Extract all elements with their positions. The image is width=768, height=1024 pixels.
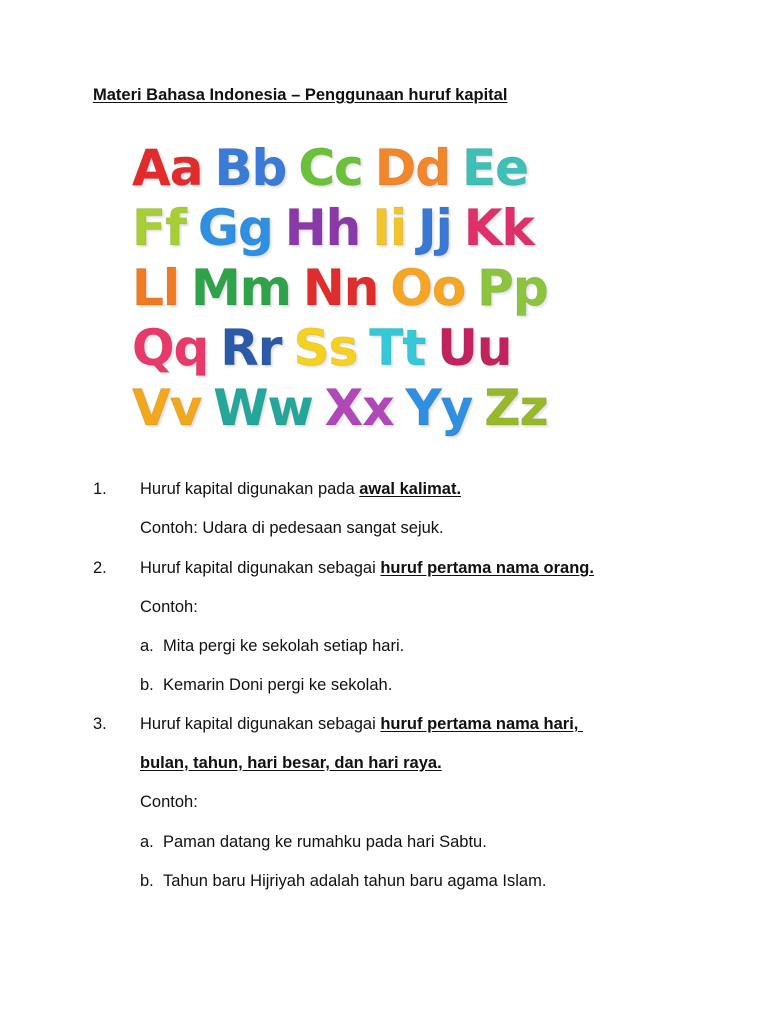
letter-pair: Pp xyxy=(477,259,548,317)
example-text: Tahun baru Hijriyah adalah tahun baru agama Islam. xyxy=(163,872,547,890)
example-text: Paman datang ke rumahku pada hari Sabtu. xyxy=(163,833,487,851)
rule-text-plain: Huruf kapital digunakan sebagai xyxy=(140,715,381,733)
example-text: Contoh: Udara di pedesaan sangat sejuk. xyxy=(140,519,444,537)
alphabet-row-4 xyxy=(132,320,523,376)
letter-pair: Hh xyxy=(284,199,361,257)
example-text: Mita pergi ke sekolah setiap hari. xyxy=(163,637,405,655)
rule-number: 1. xyxy=(93,480,107,498)
rule-text xyxy=(140,714,583,734)
letter-pair: Mm xyxy=(191,259,291,317)
letter-pair: Kk xyxy=(463,199,534,257)
alphabet-row-2 xyxy=(132,200,546,256)
example-label: Contoh: xyxy=(140,598,198,616)
alphabet-row-5 xyxy=(132,380,560,436)
example-label: Contoh: xyxy=(140,793,198,811)
rule-highlight: awal kalimat. xyxy=(359,480,462,498)
letter-pair: Ii xyxy=(372,199,406,257)
letter-pair: Dd xyxy=(374,139,450,197)
rule-text xyxy=(140,558,594,578)
alphabet-image xyxy=(128,136,676,442)
rule-text-plain: Huruf kapital digunakan sebagai xyxy=(140,559,381,577)
letter-pair: Uu xyxy=(437,319,512,377)
example-marker: b. xyxy=(140,872,154,890)
letter-pair: Yy xyxy=(405,379,473,437)
letter-pair: Rr xyxy=(220,319,282,377)
letter-pair: Gg xyxy=(197,199,273,257)
example-marker: b. xyxy=(140,676,154,694)
alphabet-row-3 xyxy=(132,260,560,316)
letter-pair: Oo xyxy=(390,259,466,317)
rule-highlight-continued: bulan, tahun, hari besar, dan hari raya. xyxy=(140,754,442,772)
letter-pair: Jj xyxy=(417,199,452,257)
rule-text xyxy=(140,479,461,499)
alphabet-row-1 xyxy=(132,140,540,196)
rule-number: 2. xyxy=(93,559,107,577)
letter-pair: Bb xyxy=(214,139,287,197)
letter-pair: Ll xyxy=(132,259,179,317)
document-title: Materi Bahasa Indonesia – Penggunaan huruf kapital xyxy=(93,86,508,104)
example-text: Kemarin Doni pergi ke sekolah. xyxy=(163,676,393,694)
letter-pair: Ff xyxy=(132,199,186,257)
letter-pair: Ss xyxy=(293,319,358,377)
letter-pair: Tt xyxy=(369,319,426,377)
example-marker: a. xyxy=(140,833,154,851)
letter-pair: Xx xyxy=(324,379,394,437)
letter-pair: Aa xyxy=(132,139,203,197)
letter-pair: Ee xyxy=(461,139,529,197)
rule-highlight: huruf pertama nama hari, xyxy=(380,715,583,733)
letter-pair: Ww xyxy=(213,379,313,437)
rule-highlight: huruf pertama nama orang. xyxy=(380,559,594,577)
rule-number: 3. xyxy=(93,715,107,733)
letter-pair: Nn xyxy=(302,259,379,317)
letter-pair: Vv xyxy=(132,379,202,437)
letter-pair: Qq xyxy=(132,319,209,377)
example-marker: a. xyxy=(140,637,154,655)
letter-pair: Cc xyxy=(298,139,363,197)
rule-text-plain: Huruf kapital digunakan pada xyxy=(140,480,360,498)
letter-pair: Zz xyxy=(484,379,548,437)
